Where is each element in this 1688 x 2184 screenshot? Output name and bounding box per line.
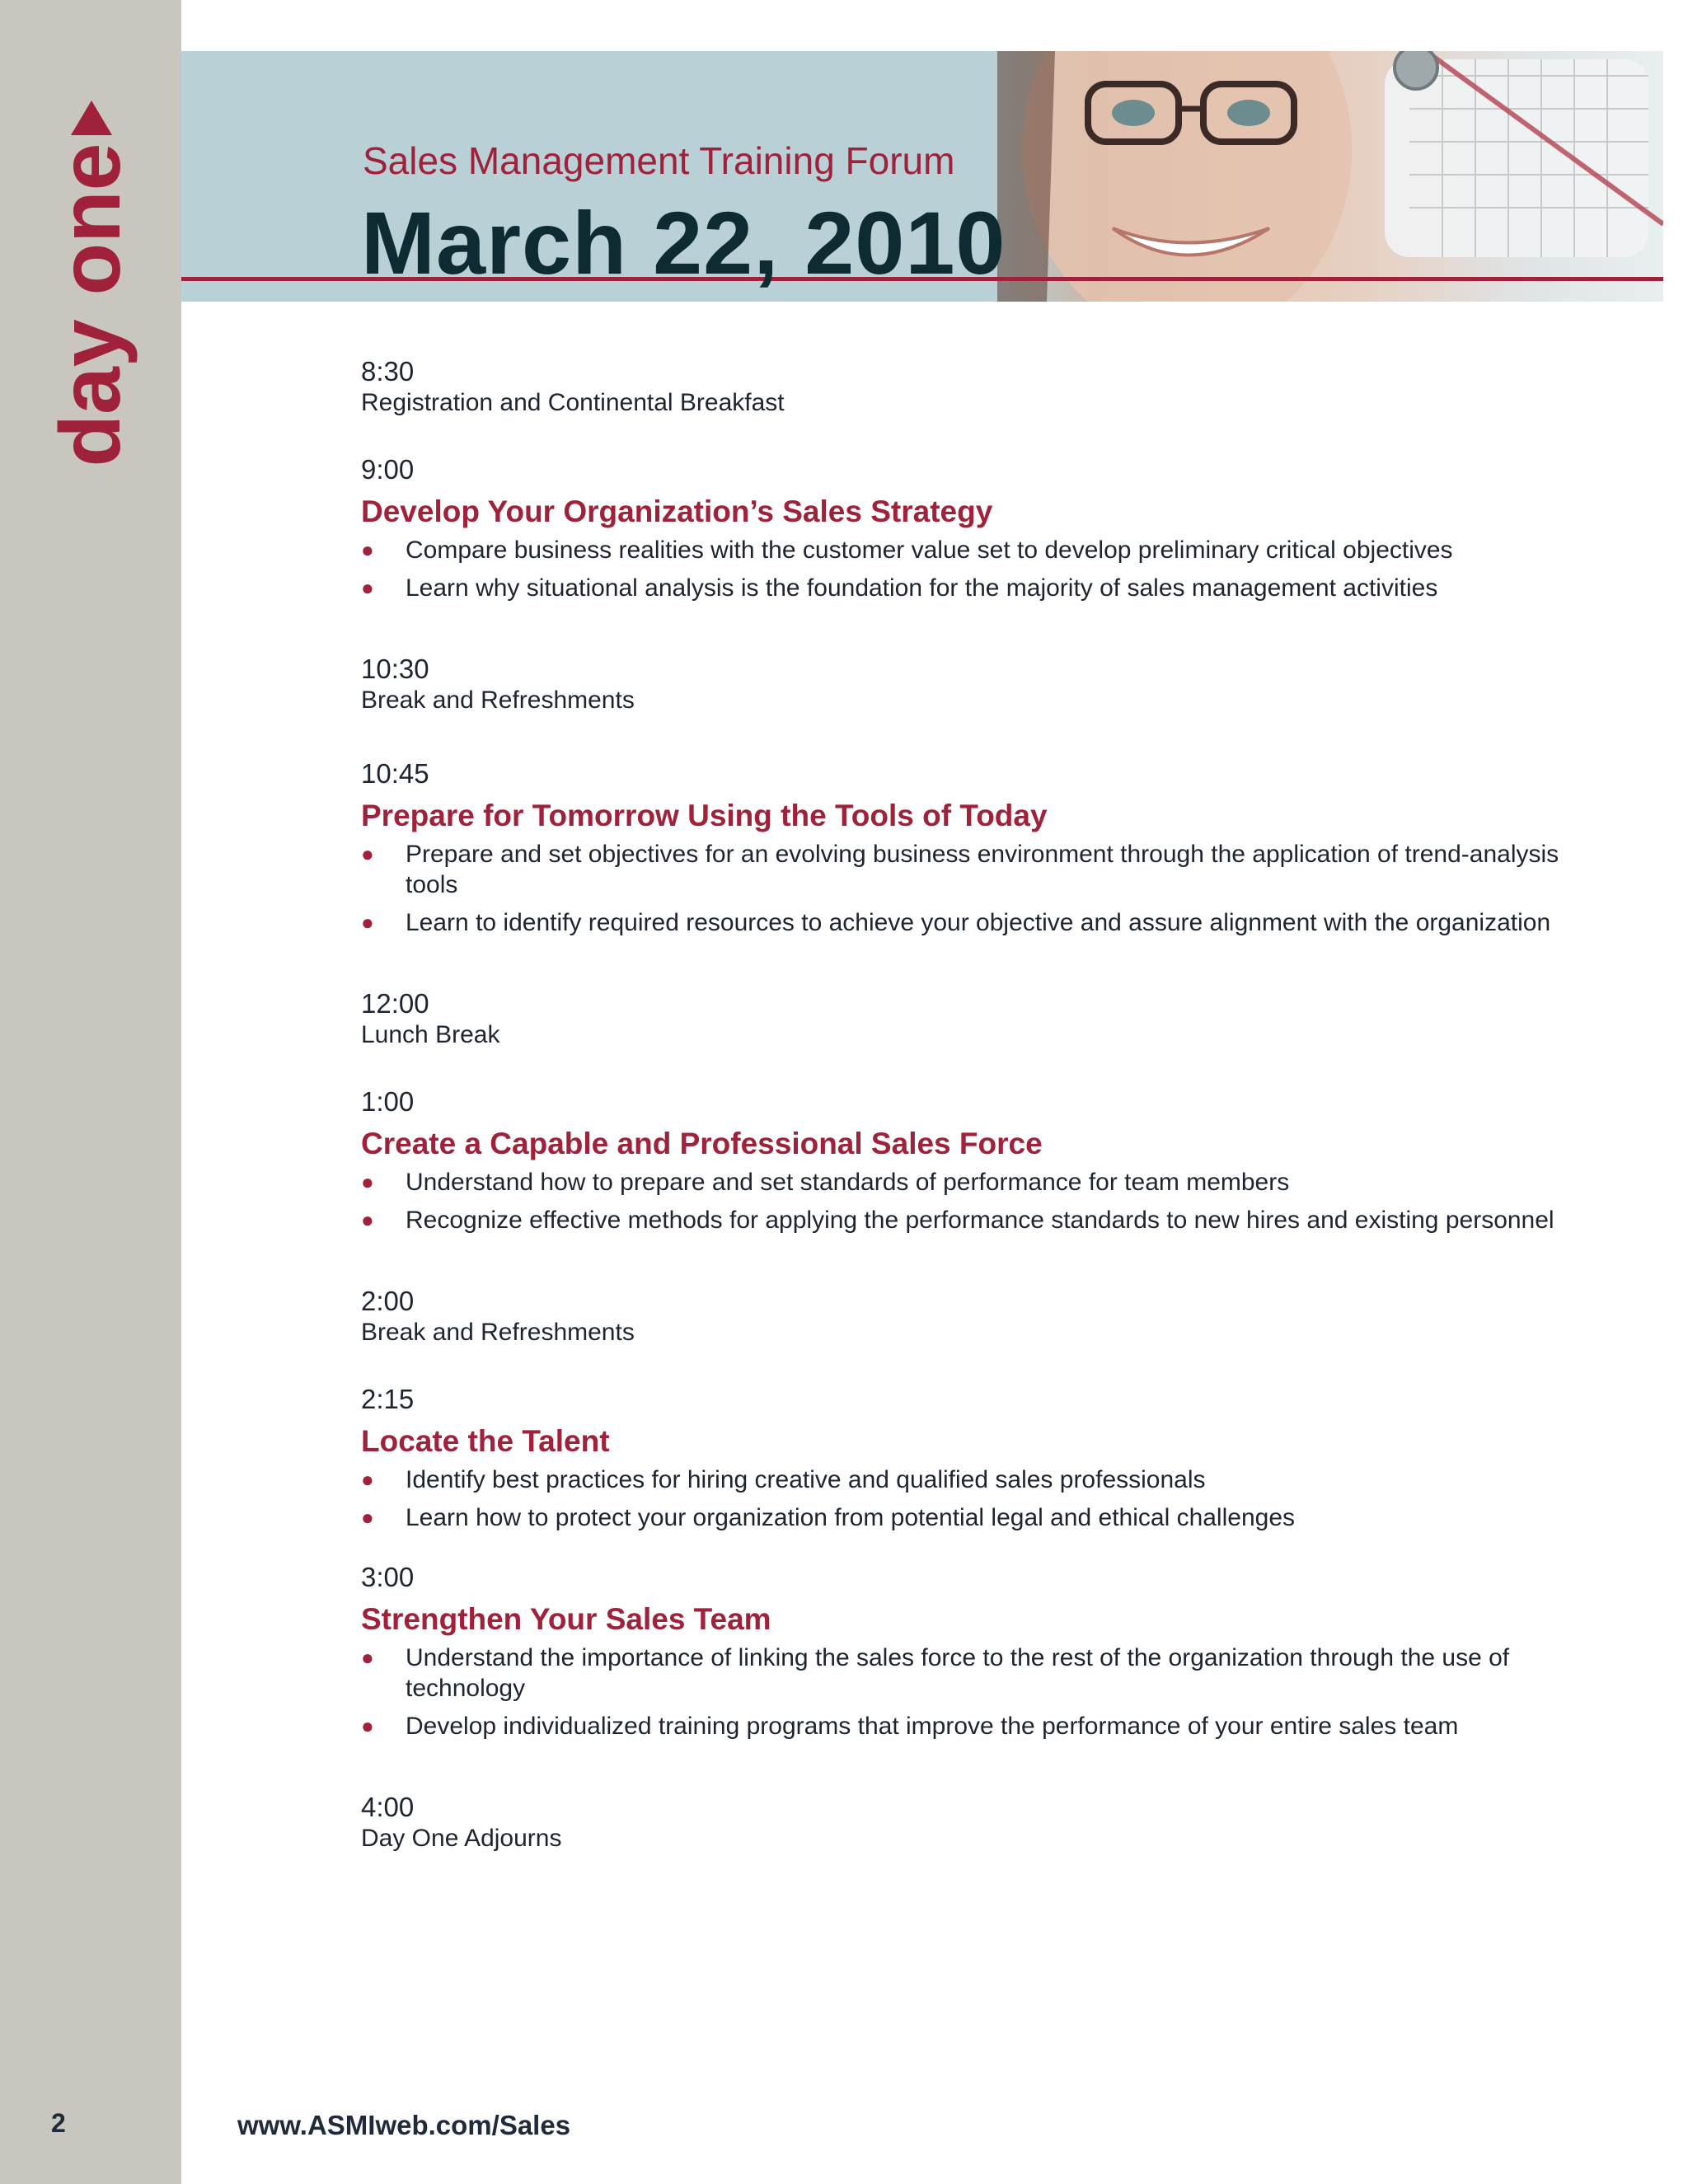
agenda-description: Registration and Continental Breakfast xyxy=(361,389,785,416)
bullet-list xyxy=(361,839,1564,938)
bullet-list xyxy=(361,1465,1564,1533)
list-item: ● Recognize effective methods for applying the performance standards to new hires and existing personnel xyxy=(361,1205,1564,1235)
agenda-item xyxy=(361,1792,1564,1854)
agenda-description: Day One Adjourns xyxy=(361,1825,562,1852)
list-item: ● Understand the importance of linking the sales force to the rest of the organization through the use of technology xyxy=(361,1643,1564,1704)
list-item: ● Learn to identify required resources to achieve your objective and assure alignment with the organization xyxy=(361,907,1564,938)
agenda-time: 9:00 xyxy=(361,454,415,485)
agenda-time: 10:45 xyxy=(361,758,429,789)
agenda-item xyxy=(361,1562,1564,1741)
session-title: Develop Your Organization’s Sales Strategy xyxy=(361,494,993,528)
agenda-time: 12:00 xyxy=(361,988,429,1019)
agenda-description: Break and Refreshments xyxy=(361,687,635,714)
agenda-item xyxy=(361,758,1564,938)
agenda-item xyxy=(361,1286,1564,1347)
agenda-description: Lunch Break xyxy=(361,1021,500,1048)
agenda xyxy=(361,356,1564,1854)
agenda-time: 2:00 xyxy=(361,1286,415,1316)
page-title: March 22, 2010 xyxy=(361,193,1006,293)
agenda-item xyxy=(361,356,1564,418)
list-item: ● Prepare and set objectives for an evolving business environment through the application of trend-analysis tools xyxy=(361,839,1564,900)
agenda-time: 2:15 xyxy=(361,1384,415,1414)
agenda-time: 4:00 xyxy=(361,1792,415,1822)
agenda-time: 3:00 xyxy=(361,1562,415,1592)
agenda-item xyxy=(361,1384,1564,1533)
day-label: day one xyxy=(43,143,138,467)
session-title: Prepare for Tomorrow Using the Tools of Today xyxy=(361,799,1048,832)
page-number: 2 xyxy=(51,2108,66,2138)
agenda-item xyxy=(361,454,1564,603)
list-item: ● Learn why situational analysis is the foundation for the majority of sales management activities xyxy=(361,573,1564,603)
list-item: ● Compare business realities with the customer value set to develop preliminary critical objectives xyxy=(361,535,1564,565)
bullet-list xyxy=(361,1167,1564,1235)
list-item: ● Develop individualized training programs that improve the performance of your entire sales team xyxy=(361,1711,1564,1741)
agenda-time: 8:30 xyxy=(361,356,415,387)
triangle-marker-icon xyxy=(71,101,112,135)
session-title: Create a Capable and Professional Sales Force xyxy=(361,1127,1043,1160)
agenda-time: 1:00 xyxy=(361,1086,415,1117)
sidebar xyxy=(0,0,181,2184)
banner-photo xyxy=(997,51,1663,302)
bullet-list xyxy=(361,1643,1564,1741)
agenda-item xyxy=(361,654,1564,715)
session-title: Locate the Talent xyxy=(361,1424,610,1458)
agenda-item xyxy=(361,1086,1564,1235)
agenda-item xyxy=(361,988,1564,1050)
footer-url: www.ASMIweb.com/Sales xyxy=(237,2110,571,2140)
list-item: ● Learn how to protect your organization from potential legal and ethical challenges xyxy=(361,1502,1564,1533)
agenda-time: 10:30 xyxy=(361,654,429,684)
list-item: ● Understand how to prepare and set standards of performance for team members xyxy=(361,1167,1564,1197)
agenda-description: Break and Refreshments xyxy=(361,1319,635,1346)
list-item: ● Identify best practices for hiring creative and qualified sales professionals xyxy=(361,1465,1564,1495)
bullet-list xyxy=(361,535,1564,603)
woman-with-glasses-photo-icon xyxy=(997,51,1663,302)
session-title: Strengthen Your Sales Team xyxy=(361,1602,771,1636)
forum-title: Sales Management Training Forum xyxy=(363,139,955,182)
